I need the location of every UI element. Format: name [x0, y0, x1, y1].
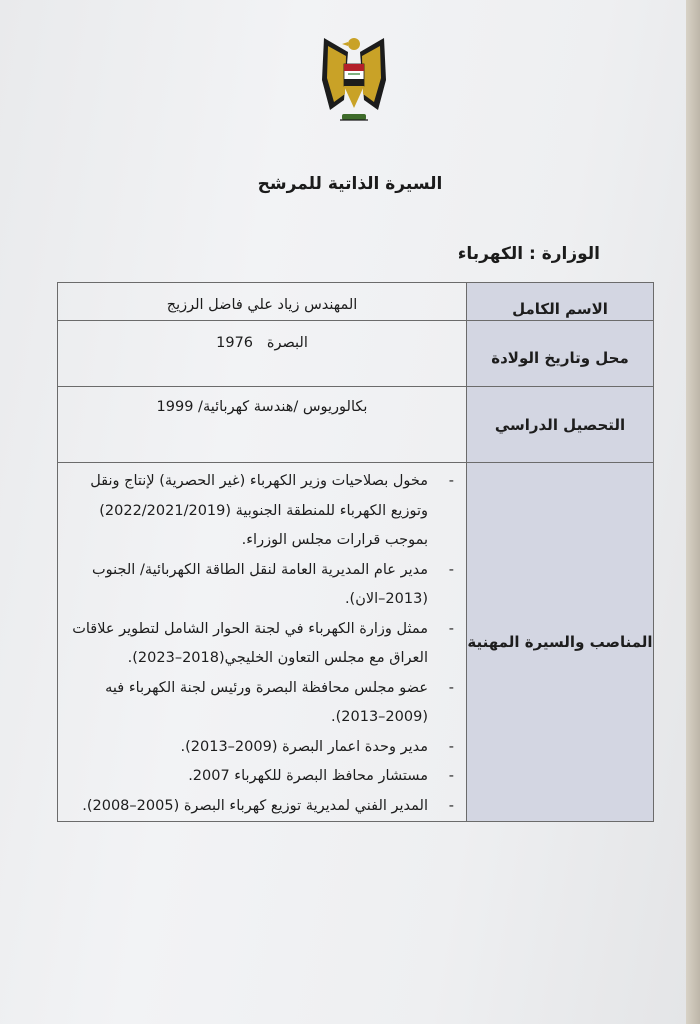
table-row [58, 283, 654, 321]
list-item: - مخول بصلاحيات وزير الكهرباء (غير الحصرية) لإنتاج ونقل وتوزيع الكهرباء للمنطقة الجنوبية (2022/2021/2019) بموجب قرارات مجلس الوزراء. [72, 467, 438, 556]
table-row [58, 321, 654, 387]
table-row [58, 463, 654, 822]
list-item: - مدير وحدة اعمار البصرة (2009–2013). [72, 733, 438, 763]
label-education: التحصيل الدراسي [467, 387, 654, 463]
list-item: - ممثل وزارة الكهرباء في لجنة الحوار الشامل لتطوير علاقات العراق مع مجلس التعاون الخليجي(2018–2023). [72, 615, 438, 674]
list-item: - مستشار محافظ البصرة للكهرباء 2007. [72, 762, 438, 792]
list-item: - مدير عام المديرية العامة لنقل الطاقة الكهربائية/ الجنوب (2013–الان). [72, 556, 438, 615]
list-item: - عضو مجلس محافظة البصرة ورئيس لجنة الكهرباء فيه (2009–2013). [72, 674, 438, 733]
iraq-eagle-emblem-icon [318, 30, 390, 130]
value-full-name: المهندس زياد علي فاضل الرزيج [58, 283, 467, 321]
positions-list [58, 463, 466, 821]
cv-table [57, 282, 654, 822]
value-positions [58, 463, 467, 822]
label-birth: محل وتاريخ الولادة [467, 321, 654, 387]
value-education: بكالوريوس /هندسة كهربائية/ 1999 [58, 387, 467, 463]
table-row [58, 387, 654, 463]
value-birth: البصرة 1976 [58, 321, 467, 387]
background-surface [686, 0, 700, 1024]
page-title: السيرة الذاتية للمرشح [257, 174, 443, 194]
label-positions: المناصب والسيرة المهنية [467, 463, 654, 822]
label-full-name: الاسم الكامل [467, 283, 654, 321]
list-item: - المدير الفني لمديرية توزيع كهرباء البصرة (2005–2008). [72, 792, 438, 822]
ministry-line: الوزارة : الكهرباء [457, 244, 600, 264]
